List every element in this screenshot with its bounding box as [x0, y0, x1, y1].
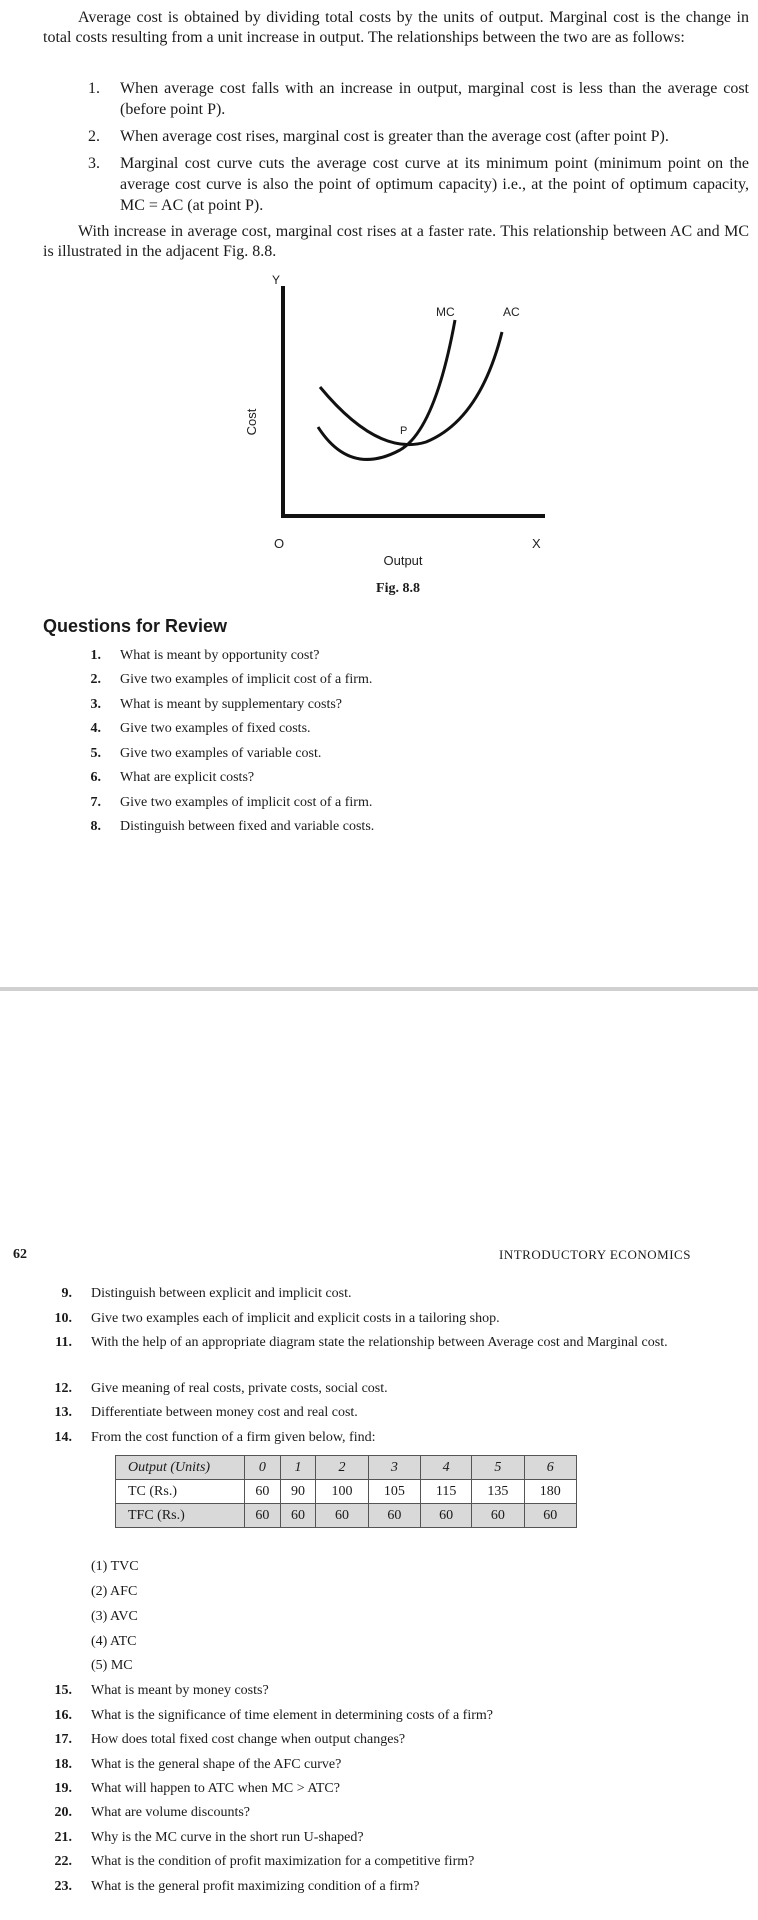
question-text: Differentiate between money cost and real cost. — [91, 1405, 358, 1420]
mc-label: MC — [436, 305, 455, 319]
table-header-cell: 5 — [472, 1456, 524, 1480]
table-cell: 60 — [245, 1480, 281, 1504]
review-heading: Questions for Review — [43, 616, 228, 636]
question-text: What is meant by opportunity cost? — [120, 648, 320, 663]
table-cell: 100 — [316, 1480, 368, 1504]
question-number: 6. — [90, 770, 101, 785]
y-axis-label: Y — [272, 273, 281, 287]
question-number: 15. — [54, 1683, 72, 1698]
question-number: 16. — [54, 1708, 72, 1723]
table-cell: TFC (Rs.) — [116, 1504, 245, 1528]
table-cell: 115 — [421, 1480, 472, 1504]
list-number: 1. — [88, 80, 100, 97]
question-text: What is the significance of time element in determining costs of a firm? — [91, 1708, 493, 1723]
question-number: 19. — [54, 1781, 72, 1796]
table-cell: TC (Rs.) — [116, 1480, 245, 1504]
question-number: 14. — [54, 1430, 72, 1445]
question-text: Give meaning of real costs, private costs, social cost. — [91, 1381, 388, 1396]
question-text: Give two examples of implicit cost of a firm. — [120, 672, 373, 687]
table-row — [116, 1504, 577, 1528]
table-cell: 135 — [472, 1480, 524, 1504]
question-text: What are volume discounts? — [91, 1805, 251, 1820]
question-number: 9. — [61, 1286, 72, 1301]
question-number: 10. — [54, 1311, 72, 1326]
table-header-cell: 3 — [368, 1456, 420, 1480]
table-cell: 105 — [368, 1480, 420, 1504]
question-text: Distinguish between fixed and variable costs. — [120, 819, 375, 834]
list-text: Marginal cost curve cuts the average cost curve at its minimum point (minimum point on the average cost curve is also the point of optimum capacity) i.e., at the point of optimum capacity, MC = AC (at point P). — [120, 155, 749, 214]
table-header-row — [116, 1456, 577, 1480]
question-number: 20. — [54, 1805, 72, 1820]
page-number: 62 — [13, 1247, 27, 1262]
question-number: 12. — [54, 1381, 72, 1396]
table-cell: 60 — [368, 1504, 420, 1528]
table-cell: 60 — [421, 1504, 472, 1528]
table-cell: 180 — [524, 1480, 576, 1504]
question-text: From the cost function of a firm given below, find: — [91, 1430, 376, 1445]
sub-item: (3) AVC — [91, 1609, 138, 1624]
question-text: Why is the MC curve in the short run U-shaped? — [91, 1830, 364, 1845]
question-text: What will happen to ATC when MC > ATC? — [91, 1781, 340, 1796]
question-text: What are explicit costs? — [120, 770, 255, 785]
table-header-cell: 4 — [421, 1456, 472, 1480]
table-cell: 60 — [524, 1504, 576, 1528]
question-text: What is the general shape of the AFC curve? — [91, 1757, 342, 1772]
ac-curve — [320, 332, 502, 445]
origin-label: O — [274, 536, 285, 551]
question-number: 7. — [90, 795, 101, 810]
question-text: What is meant by supplementary costs? — [120, 697, 342, 712]
question-number: 17. — [54, 1732, 72, 1747]
question-number: 11. — [55, 1335, 72, 1350]
figure-caption: Fig. 8.8 — [376, 581, 420, 596]
question-number: 3. — [90, 697, 101, 712]
question-text: Give two examples of implicit cost of a firm. — [120, 795, 373, 810]
table-header-cell: 2 — [316, 1456, 368, 1480]
table-header-cell: 6 — [524, 1456, 576, 1480]
question-number: 23. — [54, 1879, 72, 1894]
question-number: 13. — [54, 1405, 72, 1420]
sub-item: (1) TVC — [91, 1559, 139, 1574]
output-axis-title: Output — [383, 553, 423, 568]
table-cell: 90 — [280, 1480, 316, 1504]
question-number: 8. — [90, 819, 101, 834]
ac-label: AC — [503, 305, 520, 319]
list-text: When average cost rises, marginal cost is greater than the average cost (after point P). — [120, 128, 669, 145]
question-text: How does total fixed cost change when output changes? — [91, 1732, 406, 1747]
question-text: Give two examples of variable cost. — [120, 746, 322, 761]
question-text: What is meant by money costs? — [91, 1683, 269, 1698]
list-text: When average cost falls with an increase in output, marginal cost is less than the average cost (before point P). — [120, 80, 749, 118]
question-number: 18. — [54, 1757, 72, 1772]
question-text: With the help of an appropriate diagram state the relationship between Average cost and Marginal cost. — [91, 1335, 668, 1350]
question-text: Give two examples each of implicit and explicit costs in a tailoring shop. — [91, 1311, 500, 1326]
sub-item: (4) ATC — [91, 1634, 137, 1649]
table-row — [116, 1480, 577, 1504]
question-number: 2. — [90, 672, 101, 687]
table-cell: 60 — [472, 1504, 524, 1528]
closing-paragraph: With increase in average cost, marginal cost rises at a faster rate. This relationship between AC and MC is illustrated in the adjacent Fig. 8.8. — [43, 223, 749, 260]
cost-table — [115, 1455, 577, 1528]
point-p-label: P — [400, 425, 408, 437]
list-number: 3. — [88, 155, 100, 172]
table-header-cell: 0 — [245, 1456, 281, 1480]
page-divider — [0, 987, 758, 991]
running-head: INTRODUCTORY ECONOMICS — [499, 1247, 691, 1262]
intro-paragraph: Average cost is obtained by dividing total costs by the units of output. Marginal cost is the change in total costs resulting from a unit increase in output. The relationships between the two are as follows: — [43, 9, 749, 46]
question-text: Give two examples of fixed costs. — [120, 721, 311, 736]
table-cell: 60 — [245, 1504, 281, 1528]
sub-item: (5) MC — [91, 1658, 133, 1673]
question-number: 4. — [90, 721, 101, 736]
question-text: What is the general profit maximizing condition of a firm? — [91, 1879, 420, 1894]
question-number: 5. — [90, 746, 101, 761]
table-header-cell: 1 — [280, 1456, 316, 1480]
question-number: 22. — [54, 1854, 72, 1869]
sub-item: (2) AFC — [91, 1584, 138, 1599]
cost-axis-title: Cost — [244, 408, 259, 436]
question-number: 1. — [90, 648, 101, 663]
x-axis-label: X — [532, 536, 541, 551]
ac-mc-figure — [230, 272, 560, 572]
question-text: What is the condition of profit maximization for a competitive firm? — [91, 1854, 475, 1869]
table-header-cell: Output (Units) — [116, 1456, 245, 1480]
table-cell: 60 — [280, 1504, 316, 1528]
question-number: 21. — [54, 1830, 72, 1845]
question-text: Distinguish between explicit and implicit cost. — [91, 1286, 352, 1301]
list-number: 2. — [88, 128, 100, 145]
table-cell: 60 — [316, 1504, 368, 1528]
